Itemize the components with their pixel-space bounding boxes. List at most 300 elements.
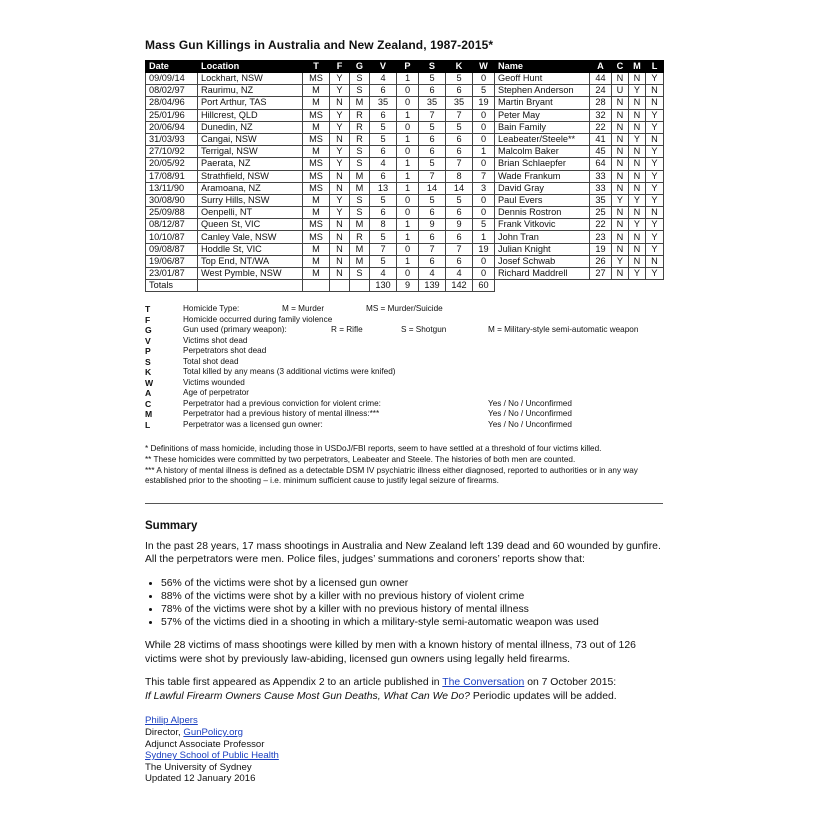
table-cell: M — [303, 146, 330, 158]
table-cell: Y — [646, 182, 664, 194]
table-cell: 35 — [370, 97, 397, 109]
table-cell: 0 — [473, 158, 495, 170]
table-cell: 5 — [473, 85, 495, 97]
table-cell: R — [350, 109, 370, 121]
table-cell: 33 — [590, 182, 612, 194]
table-cell: 22 — [590, 121, 612, 133]
table-cell: N — [629, 158, 646, 170]
table-cell: Peter May — [495, 109, 590, 121]
totals-cell: 130 — [370, 280, 397, 292]
summary-paragraph-3 — [145, 676, 663, 703]
article-title: If Lawful Firearm Owners Cause Most Gun Deaths, What Can We Do? — [145, 690, 470, 702]
legend-text: Perpetrator was a licensed gun owner: — [183, 419, 323, 429]
column-header: P — [397, 61, 419, 73]
table-cell: 0 — [397, 243, 419, 255]
table-cell: R — [350, 133, 370, 145]
table-cell: 3 — [473, 182, 495, 194]
table-cell: Josef Schwab — [495, 255, 590, 267]
table-cell: 28 — [590, 97, 612, 109]
table-cell: 1 — [397, 231, 419, 243]
table-cell: 28/04/96 — [146, 97, 198, 109]
table-cell: Richard Maddrell — [495, 268, 590, 280]
table-cell: Terrigal, NSW — [198, 146, 303, 158]
table-cell: 22 — [590, 219, 612, 231]
table-cell: 25/09/88 — [146, 207, 198, 219]
table-row — [146, 121, 664, 133]
table-cell: Aramoana, NZ — [198, 182, 303, 194]
summary-bullet: • 78% of the victims were shot by a killer with no previous history of mental illness — [161, 603, 663, 616]
legend-key: L — [145, 419, 151, 430]
para3-end: Periodic updates will be added. — [469, 690, 617, 702]
table-cell: M — [303, 97, 330, 109]
legend-text: Perpetrator had a previous history of mental illness:*** — [183, 409, 380, 419]
table-cell: 25/01/96 — [146, 109, 198, 121]
table-cell: M — [303, 255, 330, 267]
table-cell: Dunedin, NZ — [198, 121, 303, 133]
totals-blank — [590, 280, 612, 292]
table-cell: 6 — [370, 170, 397, 182]
table-cell: 08/02/97 — [146, 85, 198, 97]
table-cell: Strathfield, NSW — [198, 170, 303, 182]
table-row — [146, 268, 664, 280]
table-row — [146, 219, 664, 231]
table-cell: 0 — [397, 146, 419, 158]
table-cell: N — [629, 73, 646, 85]
table-cell: 6 — [419, 133, 446, 145]
table-cell: 6 — [419, 255, 446, 267]
table-cell: 6 — [370, 207, 397, 219]
table-cell: Paul Evers — [495, 194, 590, 206]
table-cell: 5 — [370, 121, 397, 133]
table-cell: Surry Hills, NSW — [198, 194, 303, 206]
legend-text: Perpetrators shot dead — [183, 346, 267, 356]
table-cell: Y — [330, 146, 350, 158]
table-row — [146, 243, 664, 255]
table-cell: 1 — [397, 158, 419, 170]
table-cell: Bain Family — [495, 121, 590, 133]
totals-blank — [629, 280, 646, 292]
table-row — [146, 133, 664, 145]
table-cell: R — [350, 121, 370, 133]
table-cell: 41 — [590, 133, 612, 145]
table-cell: MS — [303, 73, 330, 85]
legend-text: Victims shot dead — [183, 335, 248, 345]
table-cell: 1 — [397, 73, 419, 85]
table-cell: S — [350, 73, 370, 85]
legend-row — [145, 420, 663, 431]
totals-empty-cell — [303, 280, 330, 292]
table-cell: Martin Bryant — [495, 97, 590, 109]
table-cell: 0 — [473, 194, 495, 206]
table-cell: Port Arthur, TAS — [198, 97, 303, 109]
table-cell: 1 — [397, 255, 419, 267]
legend-description — [183, 409, 663, 420]
table-cell: Y — [646, 158, 664, 170]
legend-description — [183, 420, 663, 431]
legend-description — [183, 304, 663, 315]
table-cell: N — [629, 207, 646, 219]
section-divider — [145, 503, 663, 504]
table-row — [146, 170, 664, 182]
table-cell: M — [303, 268, 330, 280]
table-cell: Top End, NT/WA — [198, 255, 303, 267]
table-cell: MS — [303, 170, 330, 182]
table-cell: 8 — [370, 219, 397, 231]
legend-row — [145, 378, 663, 389]
table-cell: N — [330, 231, 350, 243]
totals-empty-cell — [350, 280, 370, 292]
table-cell: 0 — [473, 255, 495, 267]
table-cell: 0 — [397, 121, 419, 133]
table-cell: Queen St, VIC — [198, 219, 303, 231]
legend-text: Victims wounded — [183, 377, 245, 387]
legend-row — [145, 367, 663, 378]
table-row — [146, 194, 664, 206]
table-cell: N — [629, 109, 646, 121]
table-header-row — [146, 61, 664, 73]
table-cell: 4 — [370, 158, 397, 170]
table-cell: N — [629, 97, 646, 109]
document-title: Mass Gun Killings in Australia and New Zealand, 1987-2015* — [145, 38, 494, 52]
table-cell: N — [646, 207, 664, 219]
table-cell: N — [629, 170, 646, 182]
table-cell: M — [350, 182, 370, 194]
legend-text: Homicide occurred during family violence — [183, 314, 333, 324]
table-cell: 7 — [370, 243, 397, 255]
table-cell: Y — [612, 255, 629, 267]
legend-description — [183, 378, 663, 389]
table-cell: N — [330, 133, 350, 145]
table-cell: West Pymble, NSW — [198, 268, 303, 280]
legend-row — [145, 357, 663, 368]
table-cell: 24 — [590, 85, 612, 97]
legend-key: K — [145, 367, 152, 378]
table-cell: 0 — [473, 73, 495, 85]
table-cell: 27/10/92 — [146, 146, 198, 158]
table-cell: 23/01/87 — [146, 268, 198, 280]
column-header: K — [446, 61, 473, 73]
table-cell: 09/08/87 — [146, 243, 198, 255]
legend-key: M — [145, 409, 153, 420]
table-cell: 45 — [590, 146, 612, 158]
table-cell: 13/11/90 — [146, 182, 198, 194]
table-cell: 14 — [419, 182, 446, 194]
legend-key: V — [145, 335, 151, 346]
table-row — [146, 85, 664, 97]
table-row — [146, 231, 664, 243]
table-cell: 7 — [446, 158, 473, 170]
table-cell: 0 — [473, 121, 495, 133]
updated-date: Updated 12 January 2016 — [145, 773, 256, 785]
table-cell: 9 — [419, 219, 446, 231]
table-cell: N — [646, 97, 664, 109]
column-header: Date — [146, 61, 198, 73]
table-cell: N — [612, 219, 629, 231]
table-cell: 5 — [419, 158, 446, 170]
table-cell: S — [350, 194, 370, 206]
table-cell: David Gray — [495, 182, 590, 194]
column-header: V — [370, 61, 397, 73]
table-row — [146, 158, 664, 170]
column-header: G — [350, 61, 370, 73]
table-cell: N — [330, 268, 350, 280]
table-cell: N — [612, 73, 629, 85]
totals-cell: 142 — [446, 280, 473, 292]
table-cell: 30/08/90 — [146, 194, 198, 206]
table-cell: 1 — [397, 170, 419, 182]
table-cell: Y — [612, 194, 629, 206]
totals-blank — [612, 280, 629, 292]
mass-killings-table — [145, 60, 664, 292]
table-cell: John Tran — [495, 231, 590, 243]
column-header: T — [303, 61, 330, 73]
table-cell: 35 — [446, 97, 473, 109]
table-row — [146, 146, 664, 158]
table-body — [146, 73, 664, 292]
table-cell: 5 — [370, 194, 397, 206]
table-cell: 20/06/94 — [146, 121, 198, 133]
table-cell: 6 — [370, 109, 397, 121]
table-cell: Y — [330, 73, 350, 85]
table-cell: Y — [629, 219, 646, 231]
summary-heading: Summary — [145, 519, 198, 532]
table-cell: 19 — [473, 97, 495, 109]
legend-description — [183, 367, 663, 378]
legend-description — [183, 346, 663, 357]
table-cell: Y — [330, 121, 350, 133]
table-cell: N — [629, 146, 646, 158]
table-cell: 6 — [446, 231, 473, 243]
table-cell: N — [612, 146, 629, 158]
table-cell: Canley Vale, NSW — [198, 231, 303, 243]
totals-row — [146, 280, 664, 292]
table-cell: Malcolm Baker — [495, 146, 590, 158]
column-header: F — [330, 61, 350, 73]
table-cell: Y — [646, 231, 664, 243]
legend-row — [145, 409, 663, 420]
totals-cell: 139 — [419, 280, 446, 292]
para3-text: This table first appeared as Appendix 2 to an article published in — [145, 677, 443, 689]
table-cell: MS — [303, 109, 330, 121]
table-cell: 31/03/93 — [146, 133, 198, 145]
table-cell: Y — [646, 219, 664, 231]
summary-bullet-list — [145, 577, 663, 629]
table-cell: M — [350, 219, 370, 231]
table-cell: 32 — [590, 109, 612, 121]
table-cell: Dennis Rostron — [495, 207, 590, 219]
table-cell: 1 — [397, 133, 419, 145]
table-cell: 1 — [397, 182, 419, 194]
table-cell: MS — [303, 219, 330, 231]
table-cell: N — [330, 243, 350, 255]
table-cell: 6 — [419, 85, 446, 97]
table-cell: Y — [629, 85, 646, 97]
legend-text: Gun used (primary weapon): — [183, 325, 287, 335]
table-cell: 64 — [590, 158, 612, 170]
table-cell: U — [612, 85, 629, 97]
table-cell: Y — [646, 243, 664, 255]
table-cell: N — [612, 121, 629, 133]
table-cell: M — [303, 243, 330, 255]
table-cell: 7 — [419, 109, 446, 121]
table-cell: 0 — [473, 133, 495, 145]
legend-description — [183, 325, 663, 336]
summary-bullet: • 88% of the victims were shot by a killer with no previous history of violent crime — [161, 590, 663, 603]
table-cell: 1 — [397, 219, 419, 231]
table-cell: 35 — [419, 97, 446, 109]
table-cell: 0 — [397, 85, 419, 97]
director-label: Director, — [145, 726, 184, 738]
legend-key: T — [145, 304, 151, 315]
table-cell: 26 — [590, 255, 612, 267]
legend-description — [183, 388, 663, 399]
table-cell: N — [646, 133, 664, 145]
table-cell: 0 — [397, 268, 419, 280]
legend — [145, 304, 663, 430]
legend-key: P — [145, 346, 151, 357]
table-cell: N — [612, 158, 629, 170]
table-cell: 0 — [473, 207, 495, 219]
totals-empty-cell — [330, 280, 350, 292]
table-cell: 4 — [370, 268, 397, 280]
table-cell: 10/10/87 — [146, 231, 198, 243]
table-cell: 9 — [446, 219, 473, 231]
table-cell: N — [612, 268, 629, 280]
totals-blank — [495, 280, 590, 292]
table-cell: Geoff Hunt — [495, 73, 590, 85]
legend-row — [145, 336, 663, 347]
legend-text: MS = Murder/Suicide — [366, 304, 443, 314]
column-header: A — [590, 61, 612, 73]
table-cell: 20/05/92 — [146, 158, 198, 170]
table-cell: Y — [330, 109, 350, 121]
table-cell: 6 — [446, 85, 473, 97]
column-header: C — [612, 61, 629, 73]
totals-cell: 60 — [473, 280, 495, 292]
table-cell: M — [350, 170, 370, 182]
gunpolicy-link[interactable]: GunPolicy.org — [183, 726, 243, 738]
table-row — [146, 207, 664, 219]
legend-text: Yes / No / Unconfirmed — [488, 398, 572, 408]
table-cell: 6 — [419, 207, 446, 219]
table-cell: N — [629, 121, 646, 133]
author-name-link[interactable]: Philip Alpers — [145, 715, 198, 727]
table-cell: 6 — [419, 231, 446, 243]
totals-label: Totals — [146, 280, 198, 292]
table-cell: 8 — [446, 170, 473, 182]
column-header: W — [473, 61, 495, 73]
table-cell: Lockhart, NSW — [198, 73, 303, 85]
the-conversation-link[interactable]: The Conversation — [442, 677, 525, 689]
table-cell: 19 — [473, 243, 495, 255]
footnote: ** These homicides were committed by two perpetrators, Leabeater and Steele. The histories of both men are counted. — [145, 454, 576, 464]
table-cell: 7 — [446, 243, 473, 255]
table-cell: Y — [330, 194, 350, 206]
table-cell: 0 — [473, 268, 495, 280]
author-role: Adjunct Associate Professor — [145, 738, 265, 750]
table-cell: Y — [330, 85, 350, 97]
legend-key: A — [145, 388, 152, 399]
table-cell: Stephen Anderson — [495, 85, 590, 97]
table-cell: 7 — [446, 109, 473, 121]
table-cell: N — [612, 109, 629, 121]
table-cell: Y — [646, 121, 664, 133]
table-cell: 27 — [590, 268, 612, 280]
table-cell: 1 — [473, 231, 495, 243]
table-cell: N — [330, 182, 350, 194]
legend-text: Yes / No / Unconfirmed — [488, 419, 572, 429]
table-cell: Y — [646, 268, 664, 280]
table-cell: Y — [646, 109, 664, 121]
table-cell: 5 — [370, 255, 397, 267]
table-cell: S — [350, 146, 370, 158]
table-cell: Hoddle St, VIC — [198, 243, 303, 255]
table-cell: 5 — [446, 73, 473, 85]
table-cell: Wade Frankum — [495, 170, 590, 182]
legend-key: C — [145, 398, 152, 409]
table-cell: 6 — [419, 146, 446, 158]
table-cell: MS — [303, 182, 330, 194]
table-cell: N — [646, 85, 664, 97]
table-row — [146, 73, 664, 85]
table-cell: 6 — [446, 146, 473, 158]
table-cell: 19 — [590, 243, 612, 255]
table-cell: 33 — [590, 170, 612, 182]
table-cell: Raurimu, NZ — [198, 85, 303, 97]
legend-description — [183, 336, 663, 347]
table-row — [146, 97, 664, 109]
table-cell: 1 — [397, 109, 419, 121]
column-header: L — [646, 61, 664, 73]
legend-text: M = Murder — [282, 304, 325, 314]
table-cell: Oenpelli, NT — [198, 207, 303, 219]
table-cell: MS — [303, 231, 330, 243]
table-cell: MS — [303, 158, 330, 170]
table-cell: 7 — [419, 170, 446, 182]
legend-description — [183, 357, 663, 368]
legend-row — [145, 315, 663, 326]
table-cell: N — [330, 255, 350, 267]
table-cell: Y — [646, 194, 664, 206]
table-cell: N — [330, 97, 350, 109]
legend-key: S — [145, 356, 151, 367]
legend-key: G — [145, 325, 152, 336]
legend-row — [145, 304, 663, 315]
footnote: *** A history of mental illness is defined as a detectable DSM IV psychiatric illness either diagnosed, reported to authorities or in any way established prior to the shooting – i.e. minimum sufficient cause to justify legal seizure of firearms. — [145, 465, 638, 486]
table-cell: 4 — [370, 73, 397, 85]
legend-text: Age of perpetrator — [183, 388, 249, 398]
table-cell: N — [612, 231, 629, 243]
table-cell: Y — [330, 207, 350, 219]
table-cell: 6 — [370, 146, 397, 158]
summary-paragraph-2: While 28 victims of mass shootings were killed by men with a known history of mental illness, 73 out of 126 victims were shot by previously law-abiding, licensed gun owners using legally held firearms. — [145, 639, 636, 665]
table-cell: 1 — [473, 146, 495, 158]
totals-blank — [646, 280, 664, 292]
table-cell: 5 — [370, 133, 397, 145]
table-cell: 14 — [446, 182, 473, 194]
table-cell: Y — [646, 170, 664, 182]
table-cell: 44 — [590, 73, 612, 85]
table-cell: N — [612, 207, 629, 219]
legend-description — [183, 315, 663, 326]
table-row — [146, 182, 664, 194]
table-cell: Leabeater/Steele** — [495, 133, 590, 145]
summary-bullet: • 56% of the victims were shot by a licensed gun owner — [161, 577, 663, 590]
table-cell: S — [350, 268, 370, 280]
school-link[interactable]: Sydney School of Public Health — [145, 750, 279, 762]
column-header: Location — [198, 61, 303, 73]
table-cell: Y — [629, 133, 646, 145]
